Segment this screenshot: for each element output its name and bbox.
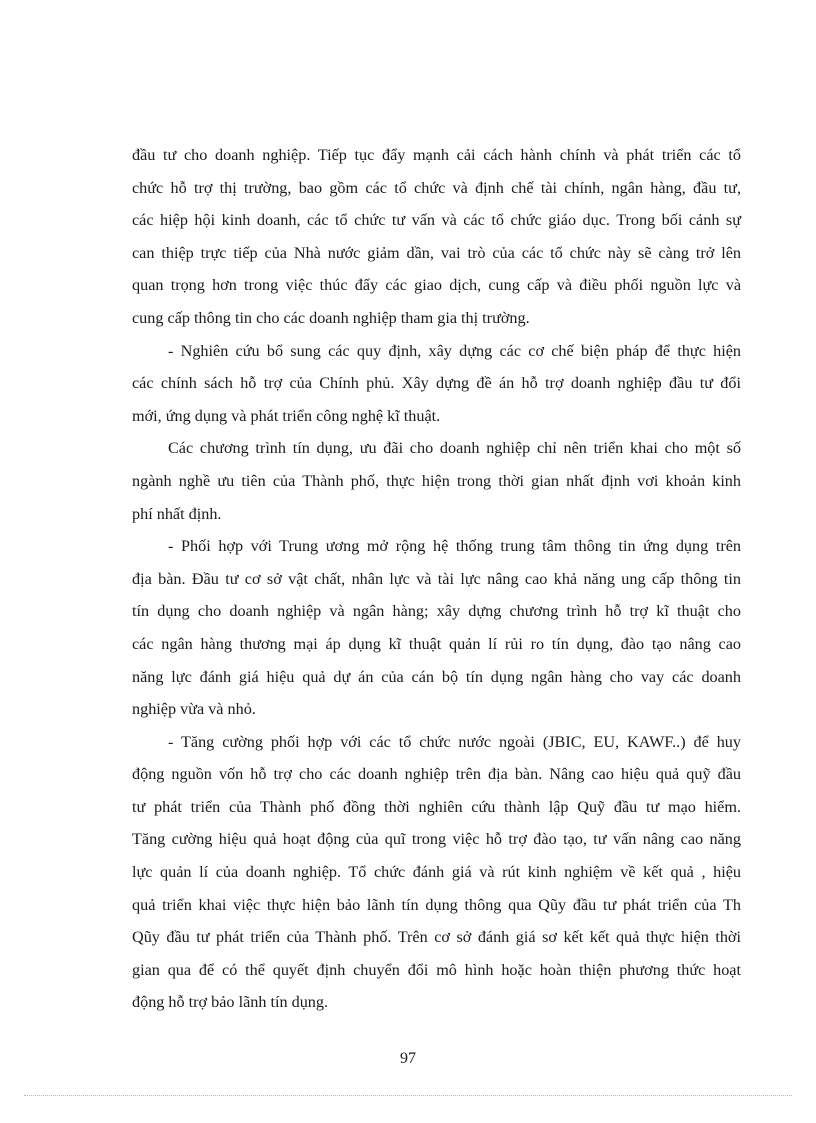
text-line: tư phát triển của Thành phố đồng thời nghiên cứu thành lập Quỹ đầu tư mạo hiểm.: [132, 797, 741, 816]
text-line: động nguồn vốn hỗ trợ cho các doanh nghiệp trên địa bàn. Nâng cao hiệu quả quỹ đầu: [132, 765, 741, 784]
text-line: can thiệp trực tiếp của Nhà nước giảm dần, vai trò của các tổ chức này sẽ càng trở lên: [132, 243, 741, 262]
text-line: phí nhất định.: [132, 504, 222, 523]
text-line: các chính sách hỗ trợ của Chính phủ. Xây dựng đề án hỗ trợ doanh nghiệp đầu tư đổi: [132, 374, 741, 393]
text-line: - Tăng cường phối hợp với các tổ chức nước ngoài (JBIC, EU, KAWF..) để huy: [168, 732, 741, 751]
text-line: ngành nghề ưu tiên của Thành phố, thực hiện trong thời gian nhất định vơi khoản kinh: [132, 471, 741, 490]
text-line: quả triển khai việc thực hiện bảo lãnh tín dụng thông qua Qũy đầu tư phát triển của Th: [132, 895, 741, 914]
text-line: gian qua để có thể quyết định chuyển đổi mô hình hoặc hoàn thiện phương thức hoạt: [132, 960, 741, 979]
text-line: cung cấp thông tin cho các doanh nghiệp tham gia thị trường.: [132, 308, 530, 327]
text-line: Qũy đầu tư phát triển của Thành phố. Trên cơ sở đánh giá sơ kết kết quả thực hiện thời: [132, 928, 741, 947]
text-line: các hiệp hội kinh doanh, các tổ chức tư vấn và các tổ chức giáo dục. Trong bối cảnh sự: [132, 211, 741, 230]
text-line: tín dụng cho doanh nghiệp và ngân hàng; xây dựng chương trình hỗ trợ kĩ thuật cho: [132, 602, 741, 621]
text-line: Tăng cường hiệu quả hoạt động của quĩ trong việc hỗ trợ đào tạo, tư vấn nâng cao năng: [132, 830, 741, 849]
text-line: - Phối hợp với Trung ương mở rộng hệ thống trung tâm thông tin ứng dụng trên: [168, 537, 741, 556]
text-line: nghiệp vừa và nhỏ.: [132, 700, 256, 719]
text-line: các ngân hàng thương mại áp dụng kĩ thuật quản lí rủi ro tín dụng, đào tạo nâng cao: [132, 634, 741, 653]
text-line: động hỗ trợ bảo lãnh tín dụng.: [132, 993, 329, 1012]
text-line: địa bàn. Đầu tư cơ sở vật chất, nhân lực và tài lực nâng cao khả năng ung cấp thông tin: [132, 569, 741, 588]
text-line: chức hỗ trợ thị trường, bao gồm các tổ chức và định chế tài chính, ngân hàng, đầu tư,: [132, 178, 741, 197]
body-text: [132, 139, 741, 1019]
text-line: đầu tư cho doanh nghiệp. Tiếp tục đẩy mạnh cải cách hành chính và phát triển các tổ: [132, 146, 741, 164]
text-line: lực quản lí của doanh nghiệp. Tổ chức đánh giá và rút kinh nghiệm về kết quả , hiệu: [132, 863, 741, 882]
text-line: năng lực đánh giá hiệu quả dự án của cán bộ tín dụng ngân hàng cho vay các doanh: [132, 667, 741, 686]
text-line: - Nghiên cứu bổ sung các quy định, xây dựng các cơ chế biện pháp để thực hiện: [168, 341, 741, 360]
text-line: mới, ứng dụng và phát triển công nghệ kĩ thuật.: [132, 406, 441, 425]
page-number: 97: [400, 1050, 416, 1067]
footer-divider: [24, 1095, 792, 1096]
text-line: Các chương trình tín dụng, ưu đãi cho doanh nghiệp chỉ nên triển khai cho một số: [168, 439, 741, 458]
text-line: quan trọng hơn trong việc thúc đẩy các giao dịch, cung cấp và điều phối nguồn lực và: [132, 276, 741, 295]
